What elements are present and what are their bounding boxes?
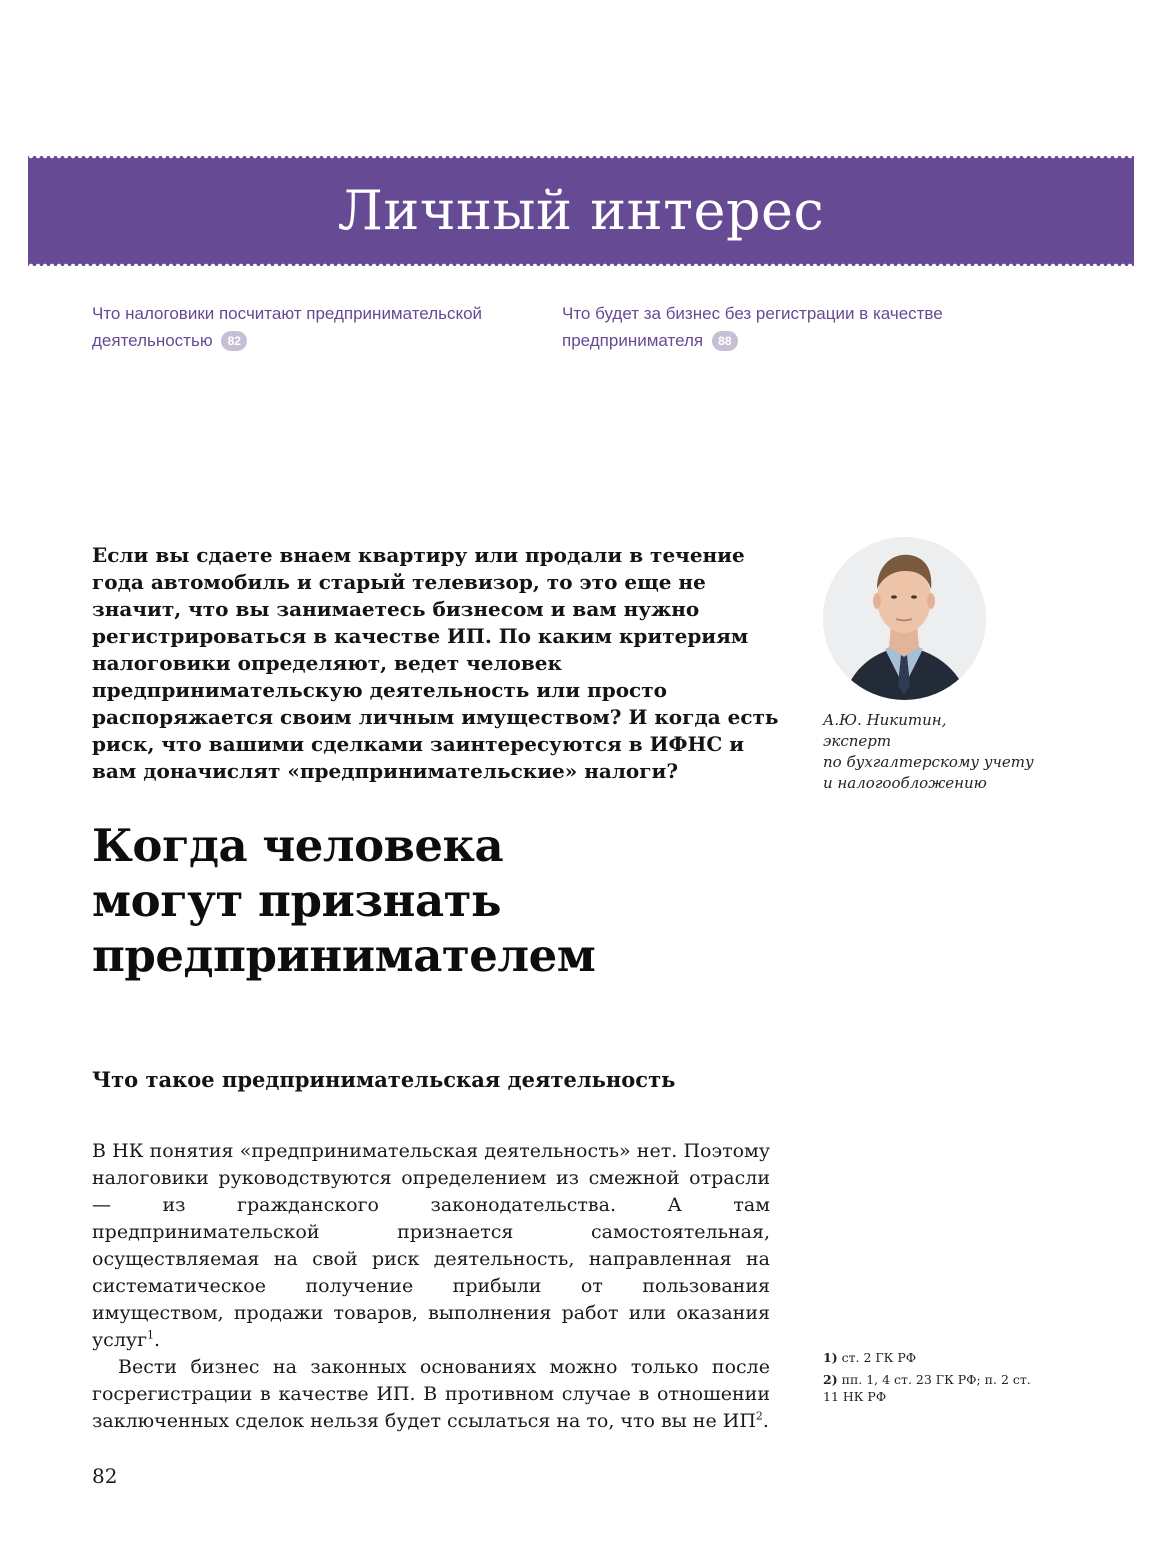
footnote-ref[interactable]: 1	[147, 1328, 155, 1342]
article-title	[92, 818, 792, 983]
see-also-link-1[interactable]	[92, 300, 492, 354]
expert-photo	[823, 537, 986, 700]
see-also-text: Что налоговики посчитают предпринимательской деятельностью	[92, 304, 483, 350]
footnotes	[823, 1349, 1043, 1410]
expert-role: по бухгалтерскому учету	[823, 753, 1034, 771]
body-paragraph	[92, 1138, 770, 1354]
footnote-number: 2)	[823, 1372, 838, 1387]
footnote-1	[823, 1349, 1043, 1366]
paragraph-end: .	[762, 1410, 769, 1432]
footnote-number: 1)	[823, 1350, 838, 1365]
article-body	[92, 1138, 770, 1435]
lead-paragraph: Если вы сдаете внаем квартиру или продали в течение года автомобиль и старый телевизор, то это еще не значит, что вы занимаетесь бизнесом и вам нужно регистрироваться в качестве ИП. По каким критериям налоговики определяют, ведет человек предпринимательскую деятельность или просто распоряжается своим личным имуществом? И когда есть риск, что вашими сделками заинтересуются в ИФНС и вам доначислят «предпринимательские» налоги?	[92, 543, 779, 783]
article-title-line: предпринимателем	[92, 929, 596, 982]
section-banner	[28, 156, 1134, 266]
expert-role: и налогообложению	[823, 774, 987, 792]
footnote-ref[interactable]: 2	[755, 1409, 763, 1423]
section-heading: Что такое предпринимательская деятельность	[92, 1067, 676, 1092]
see-also-link-2[interactable]	[562, 300, 962, 354]
article-title-line: могут признать	[92, 874, 502, 927]
footnote-text: ст. 2 ГК РФ	[841, 1350, 917, 1365]
footnote-2	[823, 1371, 1043, 1405]
paragraph-text: В НК понятия «предпринимательская деятельность» нет. Поэтому налоговики руководствуются определением из смежной отрасли — из гражданского законодательства. А там предпринимательской признается самостоятельная, осуществляемая на свой риск деятельность, направленная на систематическое получение прибыли от пользования имуществом, продажи товаров, выполнения работ или оказания услуг	[92, 1140, 770, 1351]
expert-role: эксперт	[823, 732, 892, 750]
expert-caption	[823, 710, 1083, 794]
page-ref-badge: 88	[712, 331, 738, 351]
paragraph-text: Вести бизнес на законных основаниях можно только после госрегистрации в качестве ИП. В противном случае в отношении заключенных сделок нельзя будет ссылаться на то, что вы не ИП	[92, 1356, 770, 1432]
article-title-line: Когда человека	[92, 819, 504, 872]
expert-name: А.Ю. Никитин,	[823, 711, 947, 729]
see-also-text: Что будет за бизнес без регистрации в качестве предпринимателя	[562, 304, 943, 350]
page-ref-badge: 82	[221, 331, 247, 351]
body-paragraph	[92, 1354, 770, 1435]
page-number: 82	[92, 1464, 118, 1488]
footnote-text: пп. 1, 4 ст. 23 ГК РФ; п. 2 ст. 11 НК РФ	[823, 1372, 1031, 1404]
section-title: Личный интерес	[337, 179, 825, 242]
paragraph-end: .	[154, 1329, 161, 1351]
expert-portrait-icon	[823, 537, 986, 700]
